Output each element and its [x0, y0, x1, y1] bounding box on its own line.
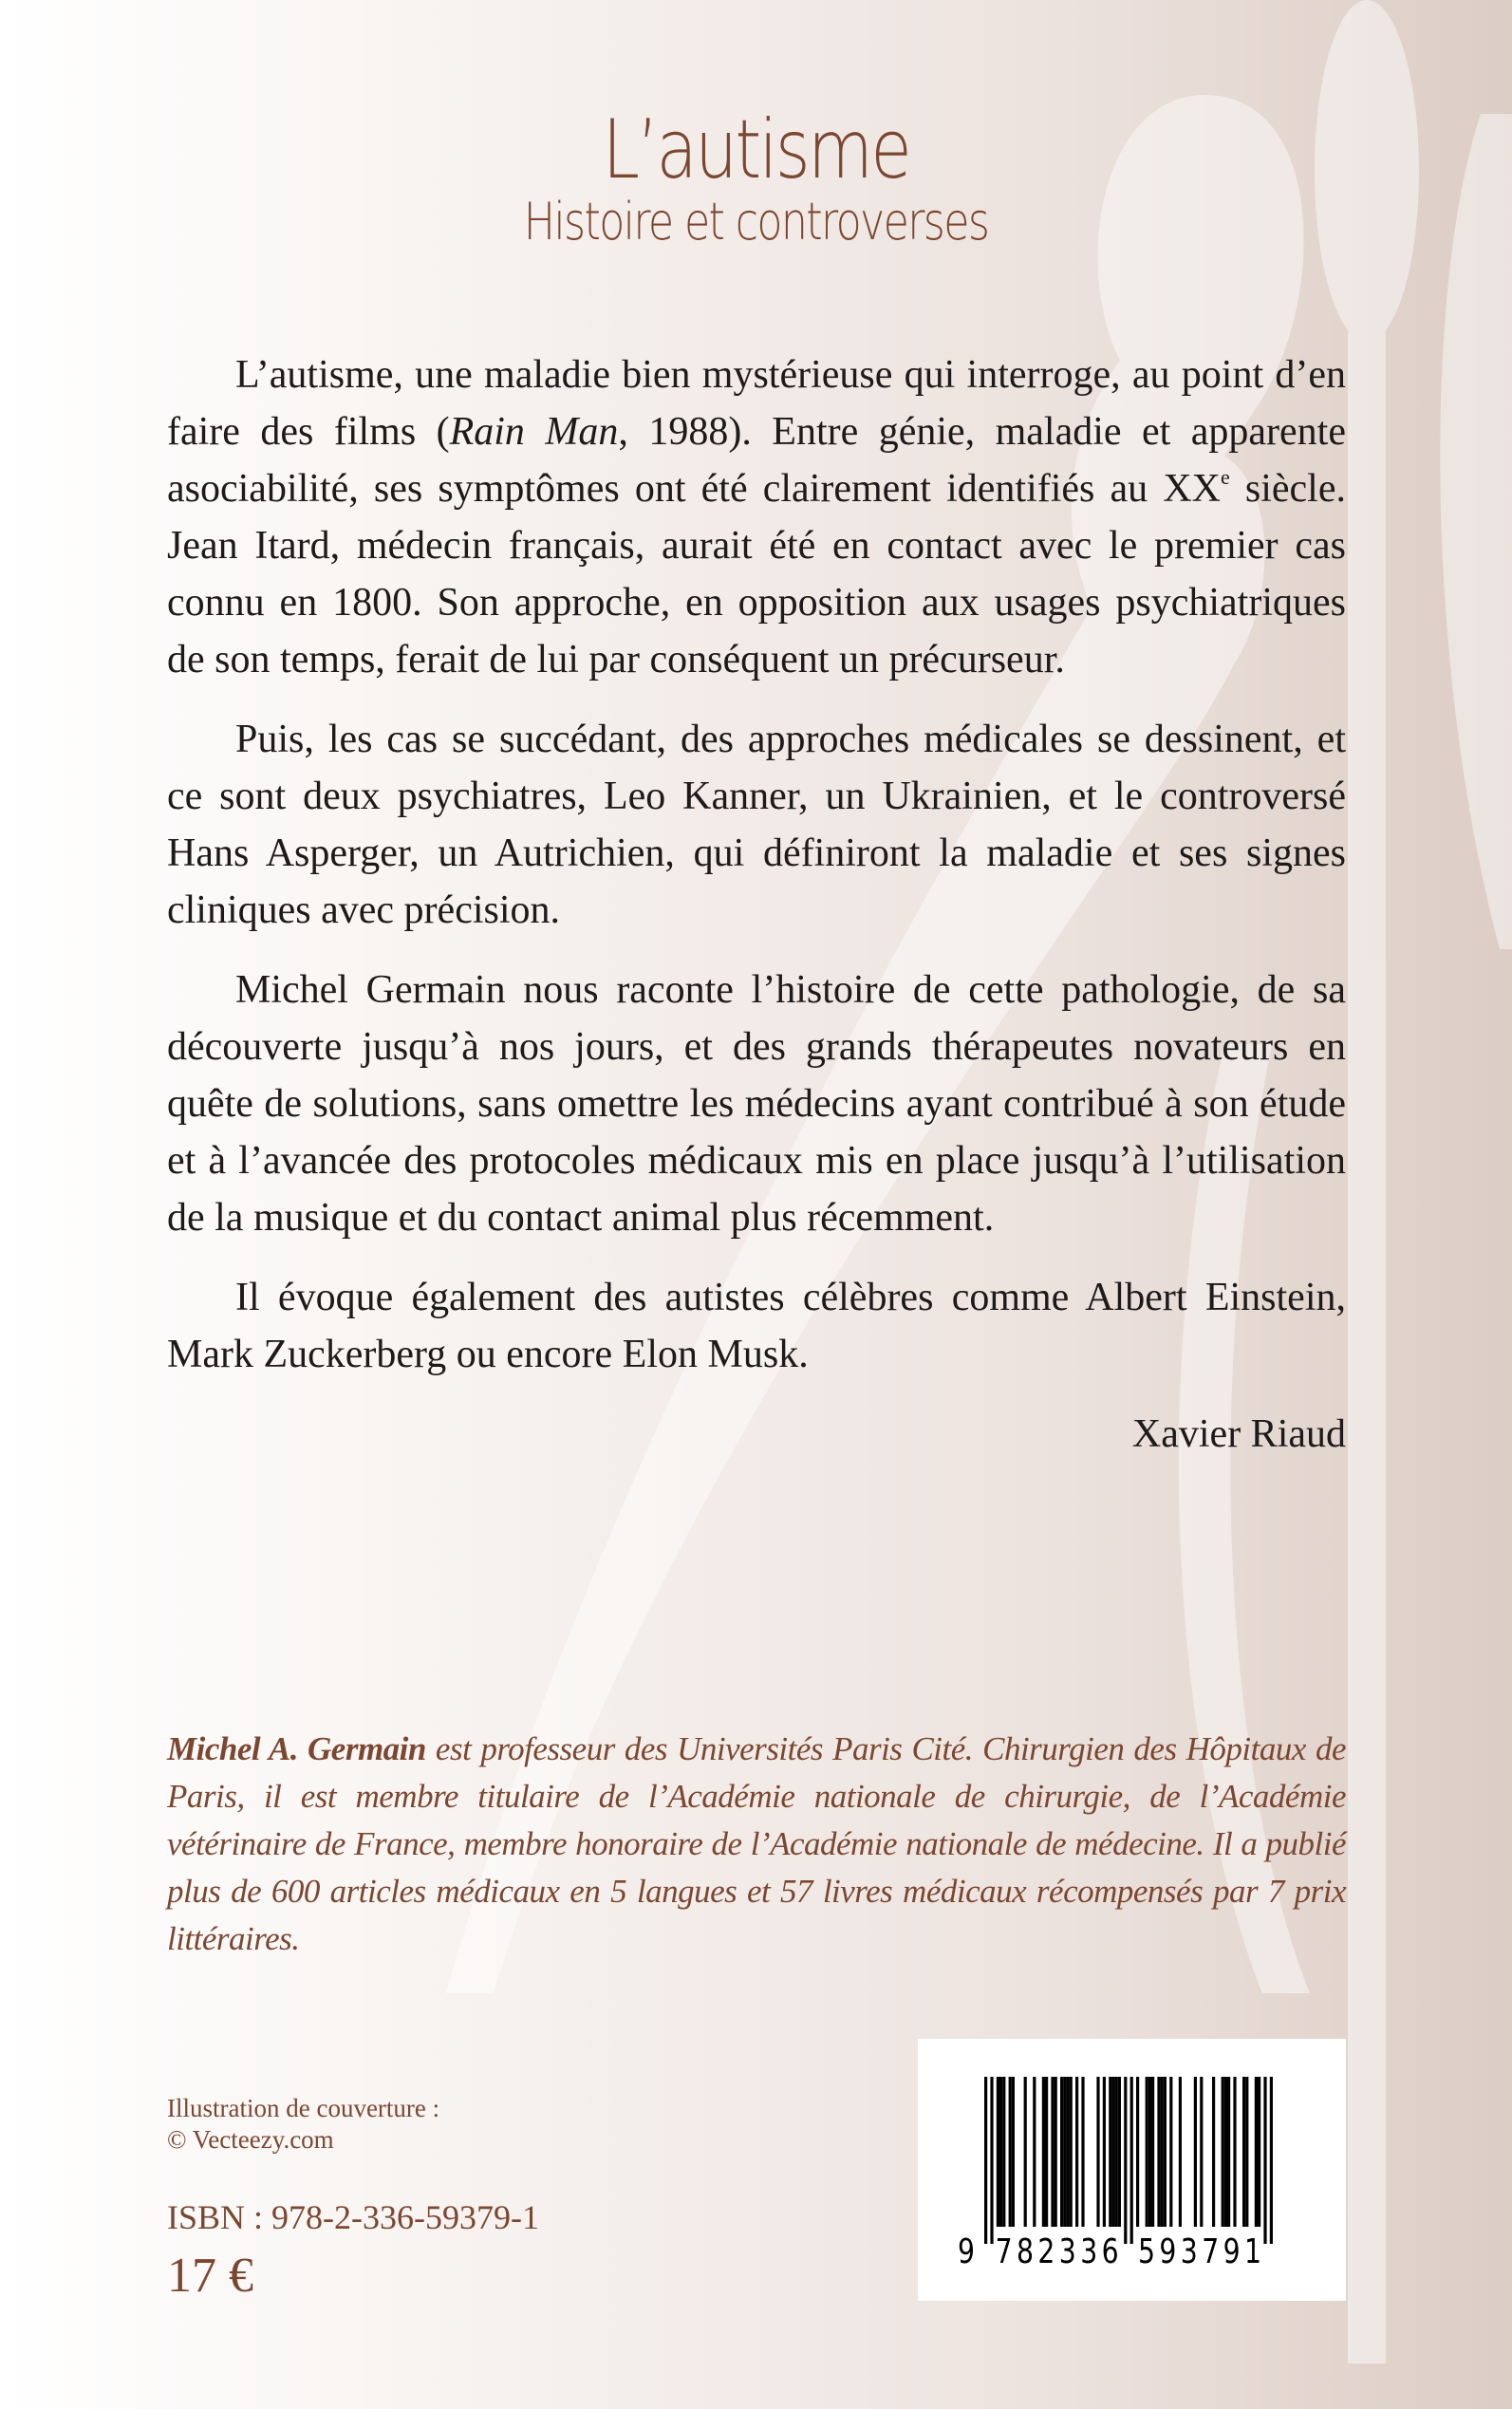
barcode-bar	[1161, 2077, 1164, 2227]
barcode-bar	[1222, 2077, 1224, 2227]
blurb-paragraph-4: Il évoque également des autistes célèbres comme Albert Einstein, Mark Zuckerberg ou encore Elon Musk.	[167, 1276, 1346, 1376]
barcode-bar	[1263, 2077, 1266, 2244]
barcode-bar	[1096, 2077, 1099, 2227]
book-title: L’autisme	[602, 103, 910, 197]
barcode-bar	[1169, 2077, 1172, 2227]
barcode-bar	[1146, 2077, 1148, 2227]
barcode-bar	[1227, 2077, 1230, 2227]
barcode-bar	[1118, 2077, 1121, 2227]
barcode-bar	[1212, 2077, 1215, 2227]
barcode-bar	[1242, 2077, 1245, 2227]
barcode-bar	[1194, 2077, 1197, 2227]
barcode-bars	[918, 2039, 1346, 2301]
barcode-digit: 9	[1159, 2232, 1177, 2271]
barcode-bar	[1103, 2077, 1106, 2227]
barcode-bar	[999, 2077, 1002, 2227]
barcode-bar	[1063, 2077, 1066, 2227]
barcode-bar	[1151, 2077, 1154, 2227]
barcode-bar	[1042, 2077, 1045, 2227]
barcode-digit: 9	[958, 2232, 975, 2271]
text-segment: L’autisme, une maladie bien mystérieuse qui interroge, au point d’en faire des films (	[167, 353, 1346, 454]
barcode-bar	[1270, 2077, 1273, 2244]
barcode-bar	[990, 2077, 993, 2244]
barcode-digit: 6	[1101, 2232, 1119, 2271]
barcode-digit: 7	[995, 2232, 1013, 2271]
barcode-bar	[1233, 2077, 1236, 2227]
illustration-label: Illustration de couverture :	[167, 2094, 440, 2122]
barcode-bar	[1136, 2077, 1139, 2227]
price: 17 €	[167, 2249, 253, 2303]
barcode-digit: 8	[1017, 2232, 1034, 2271]
barcode-bar	[1200, 2077, 1203, 2227]
barcode-bar	[1258, 2077, 1260, 2227]
barcode-bar	[1012, 2077, 1015, 2227]
barcode-bar	[1130, 2077, 1133, 2244]
barcode-digit: 2	[1037, 2232, 1055, 2271]
barcode-digit: 3	[1180, 2232, 1198, 2271]
illustration-source: © Vecteezy.com	[167, 2125, 334, 2154]
barcode-bar	[1081, 2077, 1084, 2227]
film-title: Rain Man	[449, 410, 619, 454]
blurb-paragraph-1	[167, 346, 1346, 688]
author-name: Michel A. Germain	[167, 1730, 426, 1767]
barcode-bar	[1245, 2077, 1248, 2227]
barcode-bar	[997, 2077, 999, 2227]
barcode	[918, 2039, 1346, 2301]
barcode-digit: 3	[1080, 2232, 1098, 2271]
barcode-bar	[984, 2077, 987, 2244]
barcode-bar	[1045, 2077, 1048, 2227]
barcode-digit: 1	[1244, 2232, 1261, 2271]
barcode-bar	[1070, 2077, 1073, 2227]
barcode-bar	[1224, 2077, 1227, 2227]
superscript: e	[1220, 465, 1230, 489]
signature: Xavier Riaud	[1131, 1412, 1346, 1456]
barcode-digit: 9	[1223, 2232, 1241, 2271]
text-segment: siècle. Jean Itard, médecin français, aurait été en contact avec le premier cas connu en 1800. Son approche, en opposition aux usages psychiatriques de son temps, ferait de lui par conséquent un précurseur.	[167, 467, 1346, 682]
barcode-bar	[1111, 2077, 1114, 2227]
barcode-bar	[1055, 2077, 1057, 2227]
barcode-bar	[1124, 2077, 1127, 2244]
text-segment: , 1988). Entre génie, maladie et apparente asociabilité, ses symptômes ont été clairement identifiés au XX	[167, 410, 1346, 511]
blurb-paragraph-3: Michel Germain nous raconte l’histoire de cette pathologie, de sa découverte jusqu’à nos jours, et des grands thérapeutes novateurs en quête de solutions, sans omettre les médecins ayant contribué à son étude et à l’avancée des protocoles médicaux mis en place jusqu’à l’utilisation de la musique et du contact animal plus récemment.	[167, 968, 1346, 1240]
barcode-digit: 5	[1138, 2232, 1155, 2271]
barcode-digit: 7	[1202, 2232, 1220, 2271]
illustration-credit	[167, 2093, 439, 2156]
barcode-bar	[1164, 2077, 1167, 2227]
bio-text: est professeur des Universités Paris Cité. Chirurgien des Hôpitaux de Paris, il est membre titulaire de l’Académie nationale de chirurgie, de l’Académie vétérinaire de France, membre honoraire de l’Académie nationale de médecine. Il a publié plus de 600 articles médicaux en 5 langues et 57 livres médicaux récompensés par 7 prix littéraires.	[167, 1730, 1346, 1957]
author-bio	[167, 1726, 1346, 1963]
blurb	[167, 346, 1346, 1485]
barcode-bar	[1060, 2077, 1063, 2227]
barcode-bar	[1024, 2077, 1027, 2227]
barcode-digit: 3	[1058, 2232, 1076, 2271]
book-subtitle: Histoire et controverses	[523, 192, 989, 252]
barcode-bar	[1157, 2077, 1160, 2227]
barcode-bar	[1255, 2077, 1258, 2227]
barcode-bar	[1115, 2077, 1118, 2227]
barcode-bar	[1051, 2077, 1054, 2227]
barcode-bar	[1075, 2077, 1078, 2227]
barcode-bar	[1002, 2077, 1005, 2227]
barcode-bar	[1109, 2077, 1111, 2227]
isbn: ISBN : 978-2-336-59379-1	[167, 2198, 539, 2236]
blurb-paragraph-2: Puis, les cas se succédant, des approches médicales se dessinent, et ce sont deux psychiatres, Leo Kanner, un Ukrainien, et le controversé Hans Asperger, un Autrichien, qui définiront la maladie et ses signes cliniques avec précision.	[167, 718, 1346, 932]
barcode-bar	[1148, 2077, 1151, 2227]
barcode-bar	[1033, 2077, 1036, 2227]
barcode-bar	[1009, 2077, 1012, 2227]
barcode-bar	[1179, 2077, 1182, 2227]
barcode-bar	[1066, 2077, 1069, 2227]
